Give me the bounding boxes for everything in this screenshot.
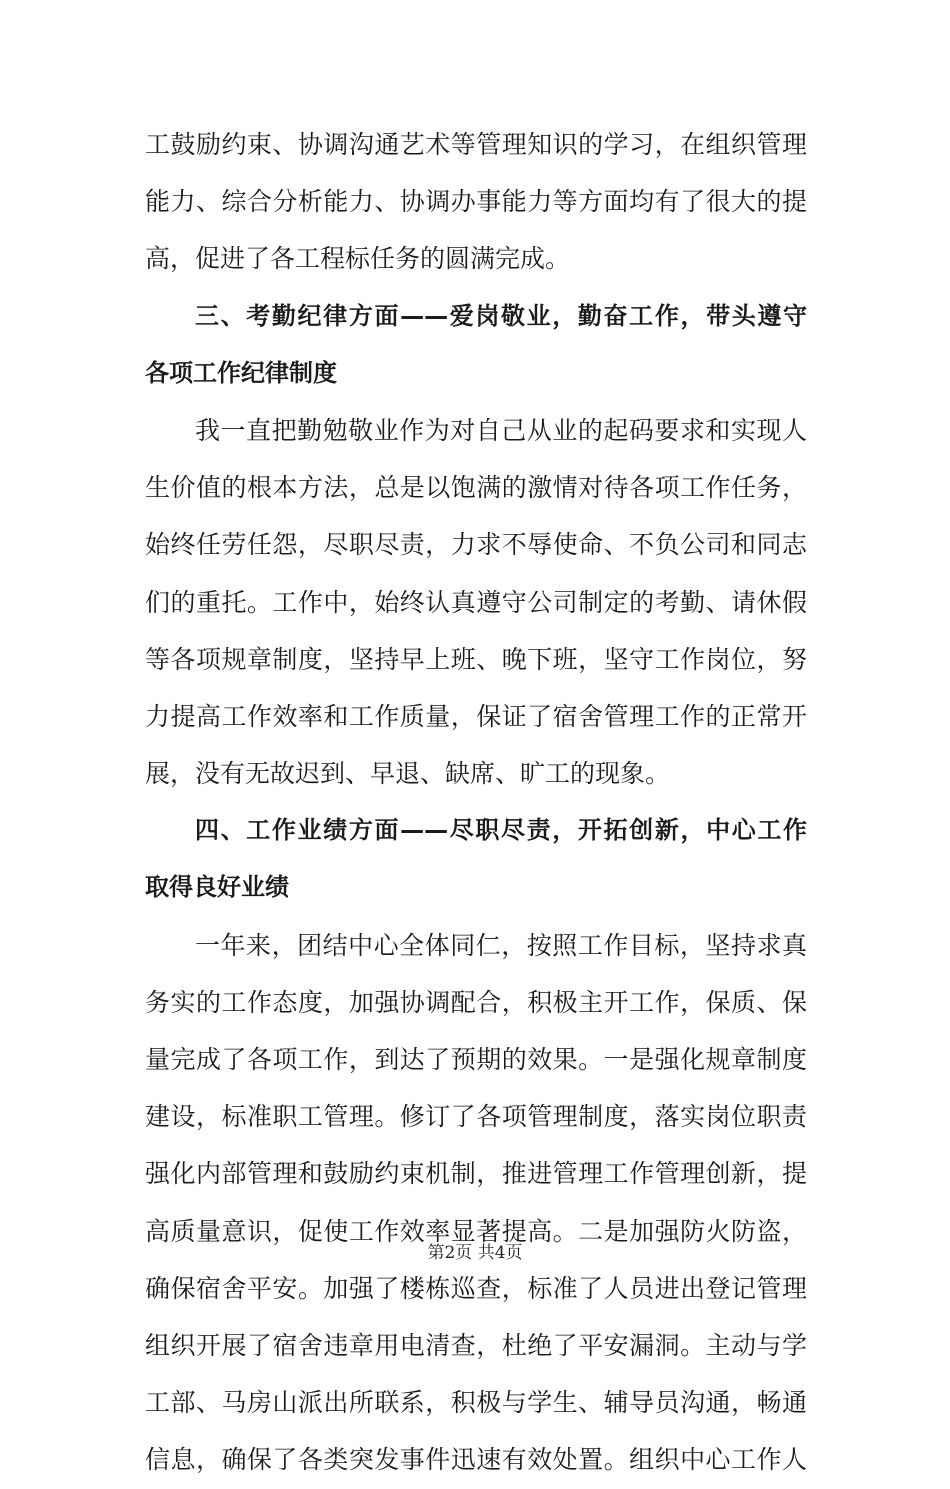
text-line: 强化内部管理和鼓励约束机制，推进管理工作管理创新，提 bbox=[145, 1159, 807, 1189]
text-line: 确保宿舍平安。加强了楼栋巡查，标准了人员进出登记管理 bbox=[145, 1273, 807, 1303]
text-line: 量完成了各项工作，到达了预期的效果。一是强化规章制度 bbox=[145, 1045, 807, 1074]
text-line: 展，没有无故迟到、早退、缺席、旷工的现象。 bbox=[145, 759, 671, 789]
text-line: 组织开展了宿舍违章用电清查，杜绝了平安漏洞。主动与学 bbox=[145, 1330, 807, 1360]
text-line: 能力、综合分析能力、协调办事能力等方面均有了很大的提 bbox=[145, 187, 807, 217]
text-line: 建设，标准职工管理。修订了各项管理制度，落实岗位职责 bbox=[145, 1102, 807, 1132]
text-line: 一年来，团结中心全体同仁，按照工作目标，坚持求真 bbox=[195, 930, 807, 960]
section-heading: 各项工作纪律制度 bbox=[145, 358, 337, 387]
section-heading: 四、工作业绩方面——尽职尽责，开拓创新，中心工作 bbox=[195, 816, 807, 845]
text-line: 高，促进了各工程标任务的圆满完成。 bbox=[145, 244, 571, 274]
page-number-footer: 第2页 共4页 bbox=[427, 1243, 523, 1263]
section-heading: 三、考勤纪律方面——爱岗敬业，勤奋工作，带头遵守 bbox=[195, 301, 807, 330]
text-line: 生价值的根本方法，总是以饱满的激情对待各项工作任务， bbox=[145, 473, 807, 503]
text-line: 务实的工作态度，加强协调配合，积极主开工作，保质、保 bbox=[145, 987, 807, 1017]
section-heading: 取得良好业绩 bbox=[145, 873, 289, 902]
text-line: 始终任劳任怨，尽职尽责，力求不辱使命、不负公司和同志 bbox=[145, 530, 807, 560]
text-line: 工部、马房山派出所联系，积极与学生、辅导员沟通，畅通 bbox=[145, 1388, 807, 1418]
text-line: 们的重托。工作中，始终认真遵守公司制定的考勤、请休假 bbox=[145, 587, 807, 617]
text-line: 高质量意识，促使工作效率显著提高。二是加强防火防盗， bbox=[145, 1216, 807, 1246]
text-line: 我一直把勤勉敬业作为对自己从业的起码要求和实现人 bbox=[195, 415, 807, 445]
document-body bbox=[145, 116, 807, 1489]
text-line: 等各项规章制度，坚持早上班、晚下班，坚守工作岗位，努 bbox=[145, 644, 807, 674]
text-line: 力提高工作效率和工作质量，保证了宿舍管理工作的正常开 bbox=[145, 701, 807, 731]
text-line: 信息，确保了各类突发事件迅速有效处置。组织中心工作人 bbox=[145, 1445, 807, 1475]
text-line: 工鼓励约束、协调沟通艺术等管理知识的学习，在组织管理 bbox=[145, 130, 807, 159]
